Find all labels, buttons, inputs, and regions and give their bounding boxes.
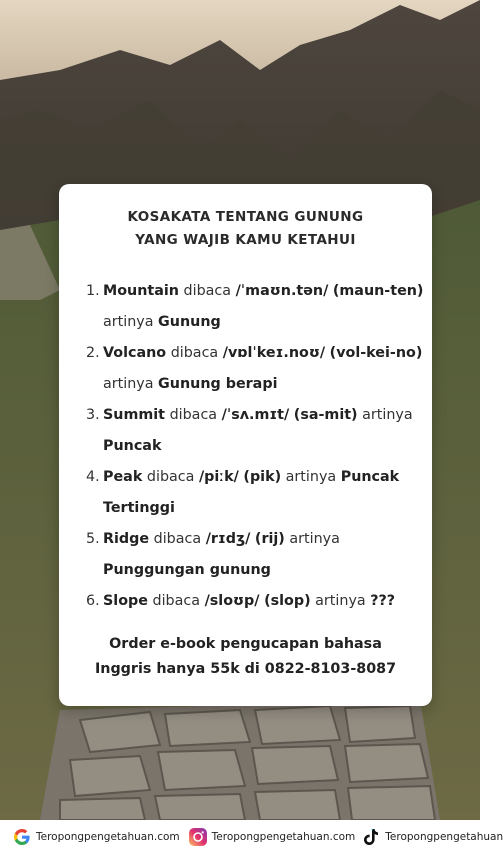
ipa-text: /rɪdʒ/: [205, 531, 251, 547]
meaning: Gunung: [158, 314, 221, 330]
pronunciation: (pik): [243, 469, 282, 485]
pronunciation: (sa-mit): [293, 407, 358, 423]
ipa-text: /ˈsʌ.mɪt/: [221, 407, 290, 423]
list-item: 3. Summit dibaca /ˈsʌ.mɪt/ (sa-mit) artinya Puncak: [86, 407, 413, 454]
list-item: 6. Slope dibaca /sloʊp/ (slop) artinya ???: [86, 593, 396, 609]
instagram-icon: [188, 827, 208, 847]
pronunciation: (rij): [254, 531, 285, 547]
list-item: 2. Volcano dibaca /vɒlˈkeɪ.noʊ/ (vol-kei-no) artinya Gunung berapi: [86, 345, 423, 392]
vocabulary-list: [86, 276, 426, 617]
ipa-text: /vɒlˈkeɪ.noʊ/: [222, 345, 326, 361]
social-footer: [0, 820, 503, 854]
english-word: Ridge: [103, 531, 150, 547]
ipa-text: /sloʊp/: [204, 593, 260, 609]
google-link[interactable]: Teropongpengetahuan.com: [12, 827, 180, 847]
list-item: 1. Mountain dibaca /ˈmaʊn.tən/ (maun-ten) artinya Gunung: [86, 283, 424, 330]
english-word: Summit: [103, 407, 166, 423]
list-item: 5. Ridge dibaca /rɪdʒ/ (rij) artinya Punggungan gunung: [86, 531, 340, 578]
meaning: Puncak: [103, 438, 162, 454]
english-word: Peak: [103, 469, 143, 485]
vocabulary-card: [59, 184, 432, 706]
tiktok-link[interactable]: Teropongpengetahuan: [361, 827, 503, 847]
title-line-2: YANG WAJIB KAMU KETAHUI: [135, 232, 356, 248]
order-line-1: Order e-book pengucapan bahasa: [109, 636, 382, 652]
google-icon: [12, 827, 32, 847]
english-word: Slope: [103, 593, 148, 609]
meaning: ???: [370, 593, 396, 609]
pronunciation: (maun-ten): [332, 283, 424, 299]
ipa-text: /ˈmaʊn.tən/: [235, 283, 329, 299]
instagram-link[interactable]: Teropongpengetahuan.com: [188, 827, 356, 847]
card-title: [59, 206, 432, 252]
meaning: Gunung berapi: [158, 376, 278, 392]
english-word: Mountain: [103, 283, 179, 299]
order-line-2: Inggris hanya 55k di 0822-8103-8087: [94, 661, 397, 677]
ipa-text: /piːk/: [198, 469, 239, 485]
meaning: Punggungan gunung: [103, 562, 271, 578]
pronunciation: (vol-kei-no): [329, 345, 423, 361]
list-item: 4. Peak dibaca /piːk/ (pik) artinya Puncak Tertinggi: [86, 469, 400, 516]
pronunciation: (slop): [264, 593, 311, 609]
english-word: Volcano: [103, 345, 167, 361]
meaning: Puncak Tertinggi: [103, 469, 400, 516]
tiktok-icon: [361, 827, 381, 847]
order-info: [59, 632, 432, 682]
title-line-1: KOSAKATA TENTANG GUNUNG: [127, 209, 364, 225]
